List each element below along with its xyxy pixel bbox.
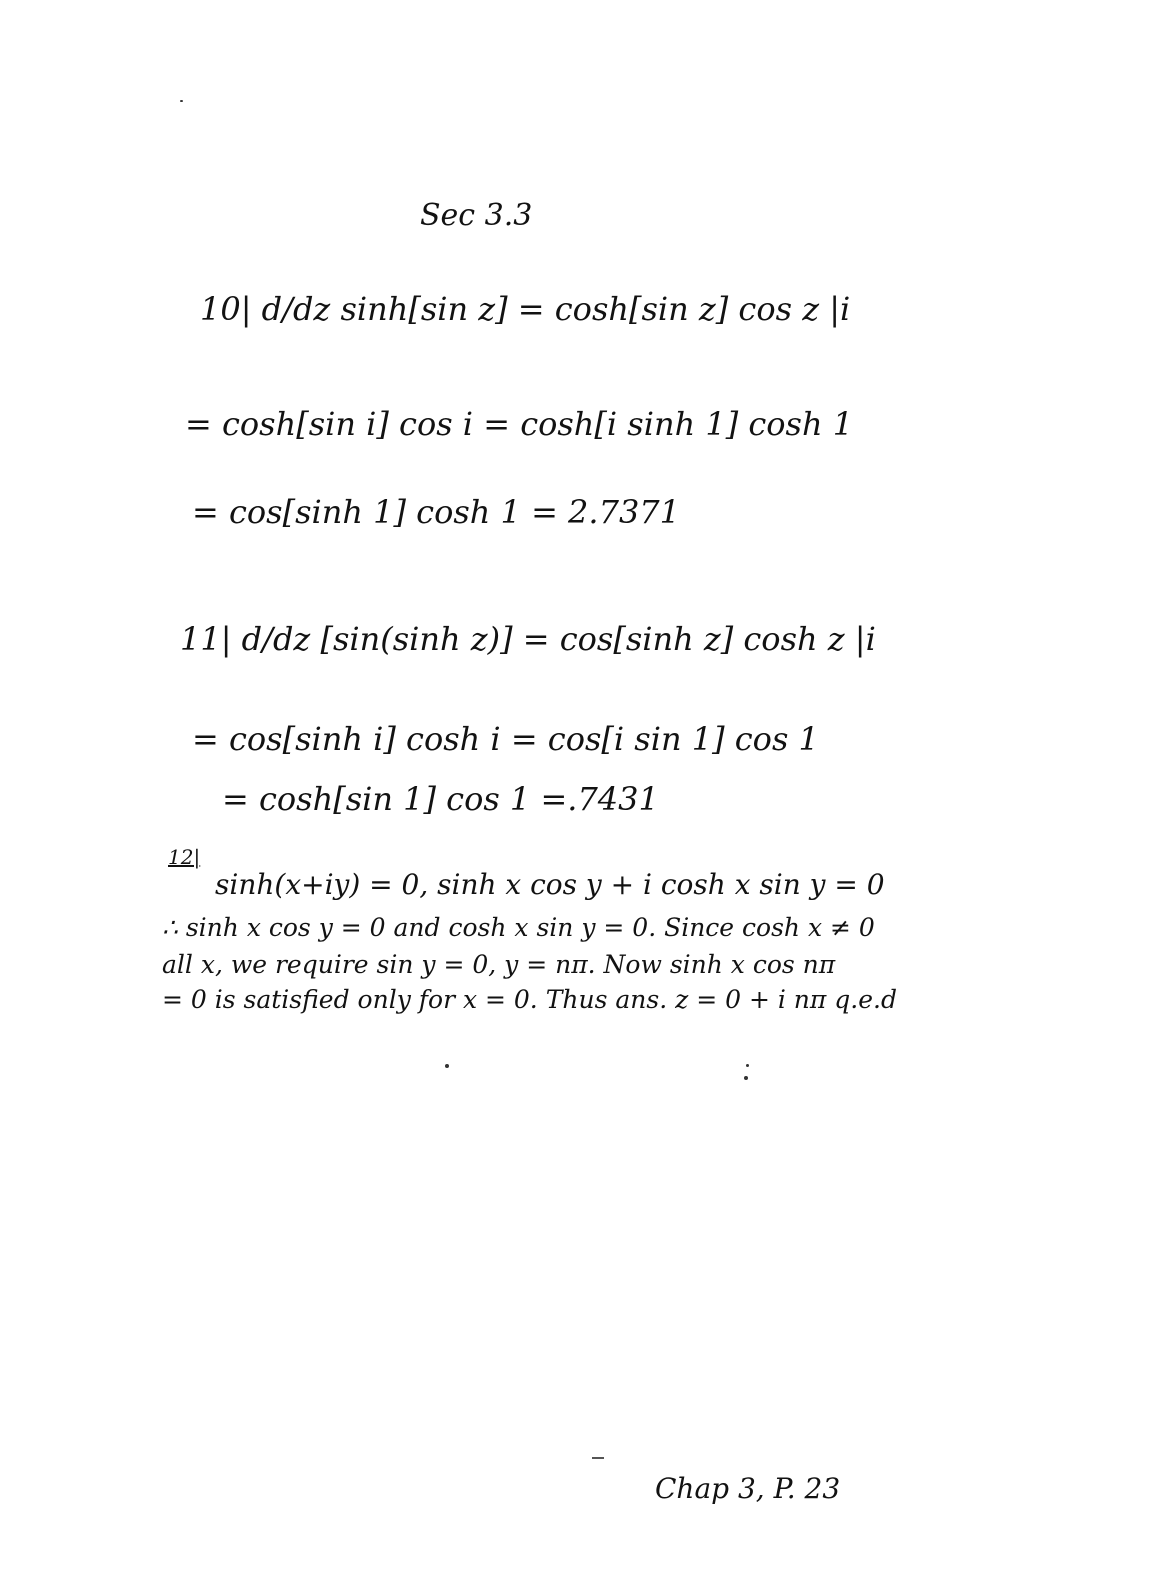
problem-12-number: 12| [168,845,201,869]
problem-11-line-3: = cosh[sin 1] cos 1 =.7431 [222,780,659,818]
scan-speck [746,1064,749,1067]
problem-12-line-3: all x, we require sin y = 0, y = nπ. Now sinh x cos nπ [162,950,836,979]
scan-speck [744,1076,748,1080]
page-footer: Chap 3, P. 23 [655,1472,841,1505]
problem-12-line-2: ∴ sinh x cos y = 0 and cosh x sin y = 0. Since cosh x ≠ 0 [162,913,875,942]
scan-mark [592,1457,604,1459]
problem-10-line-3: = cos[sinh 1] cosh 1 = 2.7371 [192,493,681,531]
problem-10-line-1: 10| d/dz sinh[sin z] = cosh[sin z] cos z |i [200,290,851,328]
problem-11-line-1: 11| d/dz [sin(sinh z)] = cos[sinh z] cosh z |i [180,620,876,658]
problem-12-line-4: = 0 is satisfied only for x = 0. Thus ans. z = 0 + i nπ q.e.d [162,985,897,1014]
problem-12-line-1: sinh(x+iy) = 0, sinh x cos y + i cosh x sin y = 0 [215,868,885,901]
problem-11-line-2: = cos[sinh i] cosh i = cos[i sin 1] cos 1 [192,720,819,758]
scan-speck [445,1064,449,1068]
problem-10-line-2: = cosh[sin i] cos i = cosh[i sinh 1] cosh 1 [185,405,854,443]
section-title: Sec 3.3 [420,198,533,233]
scan-speck [180,100,183,102]
